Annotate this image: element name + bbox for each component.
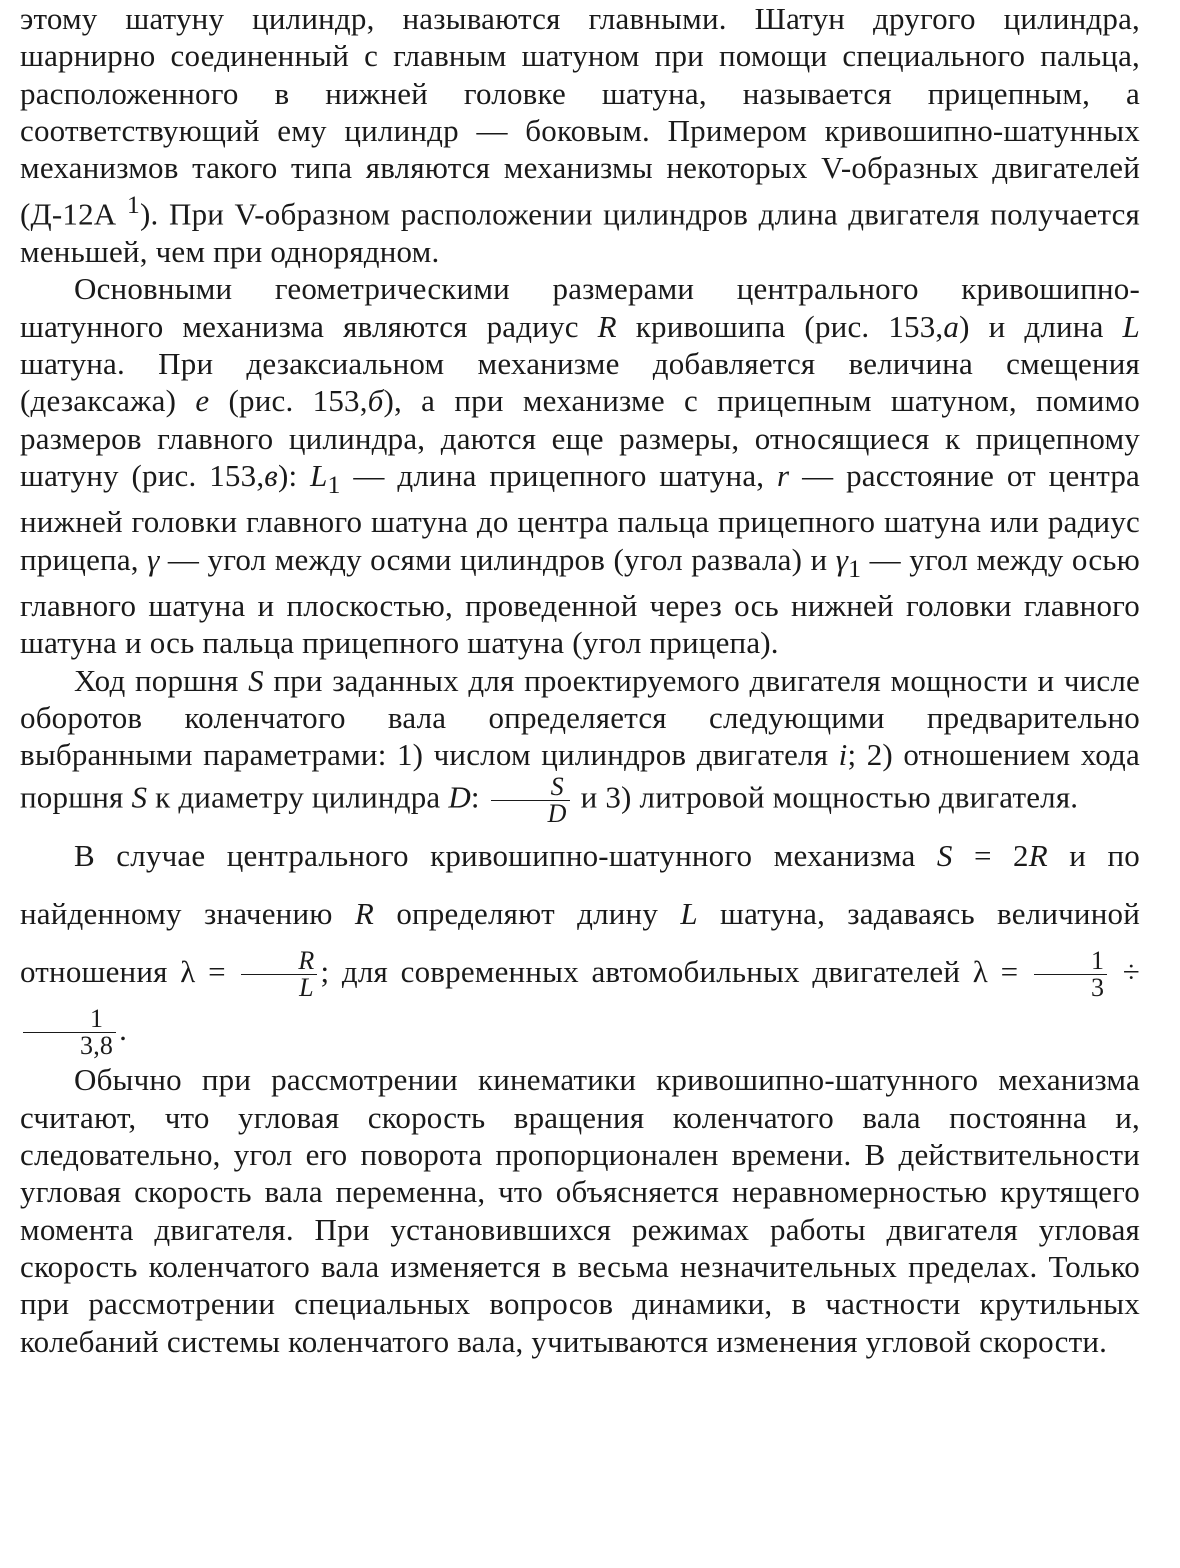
fraction-1-over-3 [1034,948,1107,1001]
p3-text-4: к диаметру цилиндра [147,779,449,815]
p2-text-8: — длина прицепного шатуна, [340,457,778,493]
fraction-denominator: 3 [1090,973,1105,1003]
footnote-marker: 1 [126,190,141,220]
p4-text-1: В случае центрального кривошипно-шатунного механизма [74,837,937,873]
symbol-e: е [195,383,210,419]
p4-equals-3: = [988,953,1031,989]
p2-text-11: — угол между осью главного шатуна и плоскостью, проведенной через ось нижней головки главного шатуна и ось пальца прицепного шатуна (угол прицепа). [20,541,1140,661]
symbol-r: r [777,457,790,493]
symbol-lambda: λ [180,953,196,989]
fraction-denominator: 3,8 [80,1031,114,1061]
symbol-S: S [936,837,953,873]
p2-text-2: кривошипа (рис. 153, [616,308,944,344]
paragraph-1 [20,0,1140,270]
p3-text-6: и 3) литровой мощностью двигателя. [572,779,1079,815]
p4-end-period: . [119,1012,128,1048]
symbol-gamma: γ [147,541,160,577]
p1-text-2: ). При V-образном расположении цилиндров длина двигателя получается меньшей, чем при однорядном. [20,196,1141,270]
symbol-L: L [1122,308,1140,344]
p4-equals-2: = [195,953,239,989]
fraction-numerator: 1 [1034,948,1107,975]
fraction-numerator: S [491,774,570,801]
p3-text-2: при заданных для проектируемого двигателя мощности и числе оборотов коленчатого вала определяется следующими предварительно выбранными параметрами: 1) числом цилиндров двигателя [20,662,1140,773]
symbol-S-2: S [131,779,148,815]
symbol-L1-subscript: 1 [327,470,341,500]
p5-text: Обычно при рассмотрении кинематики кривошипно-шатунного механизма считают, что угловая скорость вращения коленчатого вала постоянна и, следовательно, угол его поворота пропорционален времени. В действительности угловая скорость вала переменна, что объясняется неравномерностью крутящего момента двигателя. При установившихся режимах работы двигателя угловая скорость коленчатого вала изменяется в весьма незначительных пределах. Только при рассмотрении специальных вопросов динамики, в частности крутильных колебаний системы коленчатого вала, учитываются изменения угловой скорости. [20,1062,1140,1359]
p4-text-3: определяют длину [374,895,681,931]
symbol-lambda-2: λ [972,953,989,989]
symbol-S: S [248,662,264,698]
symbol-R: R [1028,837,1048,873]
p2-text-1: Основными геометрическими размерами центрального кривошипно-шатунного механизма являются радиус [20,271,1140,344]
p2-text-3: ) и длина [959,308,1123,344]
symbol-gamma1: γ [835,541,849,577]
p1-text-1: этому шатуну цилиндр, называются главными. Шатун другого цилиндра, шарнирно соединенный с главным шатуном при помощи специального пальца, расположенного в нижней головке шатуна, называется прицепным, а соответствующий ему цилиндр — боковым. Примером кривошипно-шатунных механизмов такого типа являются механизмы некоторых V-образных двигателей (Д-12А [20,1,1140,232]
p4-equals: = 2 [952,837,1029,873]
paragraph-4 [20,827,1140,1060]
fraction-numerator: R [241,948,317,975]
paragraph-5 [20,1061,1140,1359]
symbol-R: R [597,308,617,344]
symbol-gamma1-subscript: 1 [848,553,862,583]
p3-text-1: Ход поршня [74,662,249,698]
symbol-R-2: R [354,895,375,931]
p2-text-9: — расстояние от центра нижней головки главного шатуна до центра пальца прицепного шатуна или радиус прицепа, [20,457,1141,577]
figure-ref-a: а [943,308,960,344]
p4-text-4: шатуна, задаваясь величиной отношения [20,895,1140,989]
p2-text-5: (рис. 153, [209,383,368,419]
p4-text-2: и по найденному значению [20,837,1140,931]
p3-text-5: : [470,779,488,815]
figure-ref-v: в [264,457,278,493]
p3-text-3: ; 2) отношением хода поршня [20,737,1140,815]
fraction-numerator: 1 [23,1006,116,1033]
p2-text-6: ), а при механизме с прицепным шатуном, помимо размеров главного цилиндра, даются еще размеры, относящиеся к прицепному шатуну (рис. 153, [20,383,1141,493]
p2-text-7: ): [277,457,311,493]
p4-text-5: ; для современных автомобильных двигателей [320,953,973,989]
symbol-L: L [680,895,698,931]
symbol-i: i [838,737,848,773]
fraction-1-over-3-8 [23,1006,116,1059]
paragraph-2 [20,270,1140,661]
figure-ref-b: б [367,383,384,419]
fraction-S-over-D [491,771,570,828]
paragraph-3 [20,662,1140,827]
fraction-R-over-L [241,948,317,1001]
p2-text-4: шатуна. При дезаксиальном механизме добавляется величина смещения (дезаксажа) [20,346,1140,419]
fraction-denominator: L [299,973,314,1003]
division-sign: ÷ [1110,953,1140,989]
symbol-D: D [448,779,471,815]
symbol-L1: L [310,457,328,493]
p2-text-10: — угол между осями цилиндров (угол развала) и [159,541,836,577]
fraction-denominator: D [547,798,567,828]
